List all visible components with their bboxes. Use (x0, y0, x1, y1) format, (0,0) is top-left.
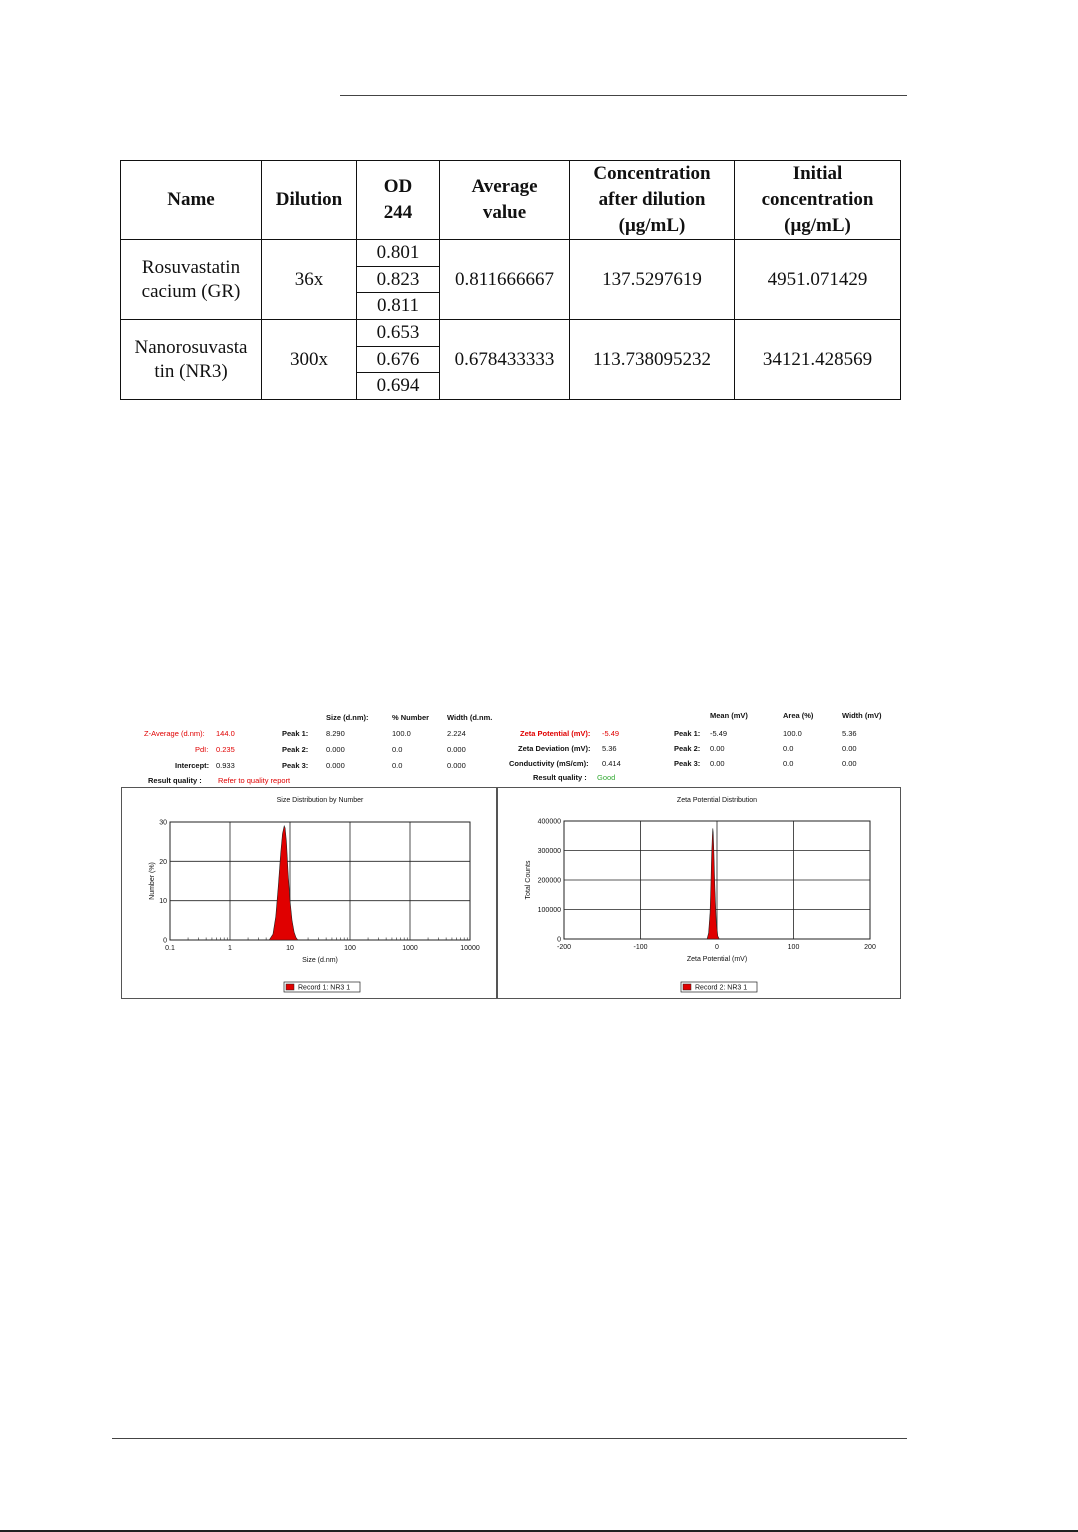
series-area (707, 828, 719, 939)
row-dilution: 36x (262, 240, 357, 320)
y-tick-label: 20 (159, 858, 167, 866)
header-conc-after-line: Concentration (593, 163, 711, 184)
chart-title: Size Distribution by Number (276, 797, 364, 804)
number-col-header: % Number (392, 713, 430, 722)
peak-label: Peak 1: (674, 729, 701, 738)
peak-mean: -5.49 (710, 729, 728, 738)
area-col-header: Area (%) (783, 711, 814, 720)
zeta-distribution-svg (498, 788, 900, 998)
header-initial-line: concentration (761, 189, 874, 210)
x-tick-label: 1 (228, 945, 232, 952)
peak-number: 0.0 (392, 745, 403, 754)
table-header-row (121, 161, 901, 240)
x-tick-label: -200 (556, 944, 572, 951)
width-col-header: Width (d.nm. (447, 713, 493, 722)
size-distribution-chart (121, 787, 497, 999)
peak-mean: 0.00 (710, 759, 725, 768)
row-od: 0.676 (357, 346, 440, 373)
z-average-label: Z-Average (d.nm): (144, 729, 205, 738)
y-tick-label: 0 (163, 937, 167, 945)
row-od: 0.801 (357, 240, 440, 267)
y-tick-label: 10 (159, 898, 167, 906)
row-od: 0.694 (357, 373, 440, 400)
size-col-header: Size (d.nm): (326, 713, 369, 722)
y-axis-label: Total Counts (525, 860, 532, 900)
peak-width: 2.224 (447, 729, 466, 738)
row-dilution: 300x (262, 320, 357, 400)
pdi-value: 0.235 (216, 745, 235, 754)
mean-col-header: Mean (mV) (710, 711, 748, 720)
peak-width: 0.00 (842, 759, 857, 768)
result-quality-value: Refer to quality report (218, 776, 291, 785)
zeta-deviation-label: Zeta Deviation (mV): (518, 744, 591, 753)
z-average-value: 144.0 (216, 729, 235, 738)
y-tick-label: 300000 (537, 848, 561, 855)
peak-label: Peak 3: (282, 761, 309, 770)
plot-frame (170, 822, 470, 940)
conductivity-label: Conductivity (mS/cm): (509, 759, 589, 768)
header-conc-after-line: (μg/mL) (618, 215, 686, 236)
size-report-summary (120, 708, 498, 788)
peak-area: 0.0 (783, 744, 794, 753)
legend-swatch (286, 984, 294, 990)
size-distribution-svg (122, 788, 496, 998)
zeta-potential-label: Zeta Potential (mV): (520, 729, 591, 738)
header-conc-after-line: after dilution (598, 189, 706, 210)
row-initial: 4951.071429 (735, 240, 901, 320)
footer-rule (112, 1438, 907, 1439)
zeta-report-summary (498, 708, 900, 788)
intercept-label: Intercept: (175, 761, 210, 770)
x-axis-label: Zeta Potential (mV) (686, 956, 748, 963)
row-name-line: Nanorosuvasta (134, 336, 248, 358)
peak-width: 5.36 (842, 729, 857, 738)
row-conc-after: 137.5297619 (570, 240, 735, 320)
row-conc-after: 113.738095232 (570, 320, 735, 400)
y-tick-label: 30 (159, 819, 167, 827)
peak-area: 100.0 (783, 729, 802, 738)
od-concentration-table (120, 160, 901, 400)
width-col-header: Width (mV) (842, 711, 882, 720)
peak-width: 0.00 (842, 744, 857, 753)
y-tick-label: 200000 (537, 877, 561, 885)
peak-area: 0.0 (783, 759, 794, 768)
peak-label: Peak 2: (282, 745, 309, 754)
row-od: 0.653 (357, 320, 440, 347)
zeta-potential-value: -5.49 (602, 729, 620, 738)
peak-number: 0.0 (392, 761, 403, 770)
legend-label: Record 1: NR3 1 (298, 984, 351, 992)
header-dilution: Dilution (262, 161, 357, 240)
x-tick-label: 100 (344, 945, 356, 952)
peak-mean: 0.00 (710, 744, 725, 753)
row-average: 0.678433333 (440, 320, 570, 400)
row-od: 0.823 (357, 266, 440, 293)
peak-label: Peak 2: (674, 744, 701, 753)
header-initial-line: Initial (792, 163, 843, 184)
row-name (121, 320, 262, 400)
result-quality-label: Result quality : (148, 776, 202, 785)
y-tick-label: 0 (557, 936, 561, 944)
pdi-label: PdI: (195, 745, 209, 754)
row-od: 0.811 (357, 293, 440, 320)
header-average (440, 161, 570, 240)
header-conc-after (570, 161, 735, 240)
intercept-value: 0.933 (216, 761, 235, 770)
peak-width: 0.000 (447, 745, 466, 754)
legend-swatch (683, 984, 691, 990)
header-od-line: OD (383, 176, 413, 197)
row-average: 0.811666667 (440, 240, 570, 320)
series-area (269, 826, 298, 940)
conductivity-value: 0.414 (602, 759, 621, 768)
chart-title: Zeta Potential Distribution (676, 797, 758, 804)
x-tick-label: 0 (715, 944, 719, 951)
peak-size: 0.000 (326, 761, 345, 770)
zeta-deviation-value: 5.36 (602, 744, 617, 753)
header-name: Name (121, 161, 262, 240)
row-name (121, 240, 262, 320)
x-tick-label: 10 (286, 945, 294, 952)
result-quality-label: Result quality : (533, 773, 587, 782)
row-initial: 34121.428569 (735, 320, 901, 400)
table-row (121, 320, 901, 347)
y-tick-label: 400000 (537, 818, 561, 826)
x-tick-label: 100 (787, 944, 800, 951)
y-tick-label: 100000 (537, 907, 561, 914)
result-quality-value: Good (597, 773, 616, 782)
header-od-line: 244 (383, 202, 413, 223)
x-tick-label: 0.1 (165, 945, 175, 952)
x-tick-label: -100 (633, 944, 648, 951)
peak-size: 8.290 (326, 729, 345, 738)
peak-label: Peak 3: (674, 759, 701, 768)
row-name-line: Rosuvastatin (141, 256, 241, 278)
peak-size: 0.000 (326, 745, 345, 754)
row-name-line: tin (NR3) (154, 360, 228, 382)
zeta-distribution-chart (497, 787, 901, 999)
y-axis-label: Number (%) (149, 862, 156, 900)
x-axis-label: Size (d.nm) (302, 957, 338, 964)
header-average-line: value (482, 202, 527, 223)
legend-label: Record 2: NR3 1 (695, 984, 748, 992)
x-tick-label: 10000 (460, 945, 480, 952)
table-row (121, 240, 901, 267)
peak-width: 0.000 (447, 761, 466, 770)
header-average-line: Average (471, 176, 538, 197)
peak-label: Peak 1: (282, 729, 309, 738)
x-tick-label: 200 (864, 944, 876, 951)
peak-number: 100.0 (392, 729, 411, 738)
header-od (357, 161, 440, 240)
header-initial (735, 161, 901, 240)
header-initial-line: (μg/mL) (784, 215, 851, 236)
row-name-line: cacium (GR) (141, 280, 241, 302)
header-rule (340, 95, 907, 96)
x-tick-label: 1000 (402, 945, 418, 952)
